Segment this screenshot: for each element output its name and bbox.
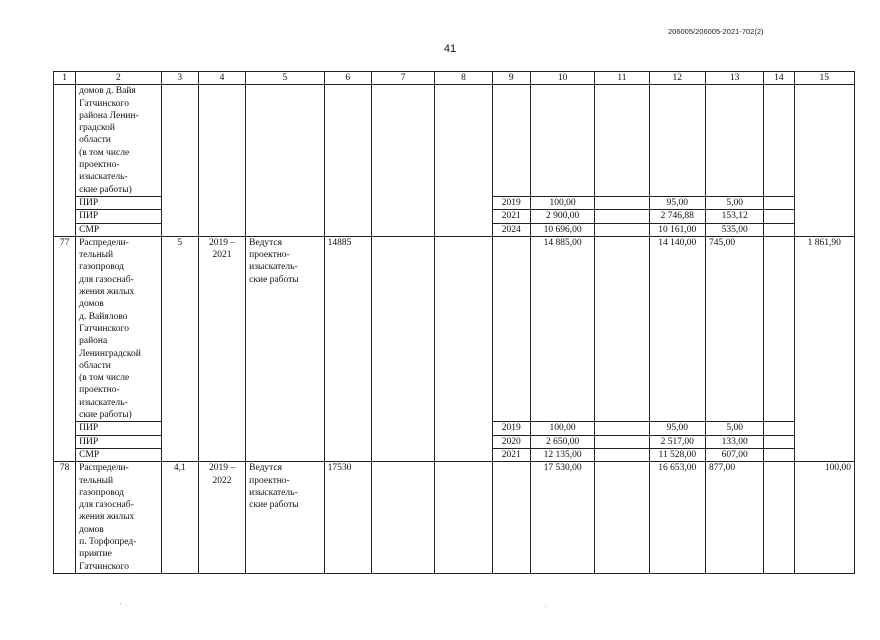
column-header: 15	[794, 72, 855, 85]
stage-total: 100,00	[530, 422, 594, 435]
cell	[595, 196, 649, 209]
scan-speck	[120, 603, 121, 604]
stage-type: ПИР	[76, 435, 162, 448]
stage-col13: 133,00	[705, 435, 763, 448]
stage-type: ПИР	[76, 196, 162, 209]
investment-program-table	[53, 71, 855, 574]
col13-value: 877,00	[705, 462, 763, 574]
stage-col12: 95,00	[649, 196, 705, 209]
cell	[705, 85, 763, 197]
table-row	[54, 236, 855, 421]
column-header: 5	[246, 72, 324, 85]
stage-type: ПИР	[76, 210, 162, 223]
column-header: 7	[371, 72, 434, 85]
cost-value: 14885	[324, 236, 371, 461]
column-header: 2	[76, 72, 162, 85]
cell	[492, 236, 530, 421]
stage-total: 12 135,00	[530, 448, 594, 461]
col15-value: 1 861,90	[794, 236, 855, 461]
stage-year: 2021	[492, 210, 530, 223]
stage-col13: 535,00	[705, 223, 763, 236]
stage-type: СМР	[76, 448, 162, 461]
cell	[595, 223, 649, 236]
column-header: 14	[764, 72, 794, 85]
stage-col12: 2 517,00	[649, 435, 705, 448]
cell	[595, 422, 649, 435]
cell	[371, 236, 434, 461]
stage-year: 2020	[492, 435, 530, 448]
row-number: 78	[54, 462, 76, 574]
column-header: 3	[161, 72, 198, 85]
cell	[764, 223, 794, 236]
document-reference: 206005/206005-2021-702(2)	[668, 27, 764, 36]
stage-year: 2019	[492, 422, 530, 435]
cell	[435, 85, 492, 237]
length-value: 5	[161, 236, 198, 461]
col12-value: 14 140,00	[649, 236, 705, 421]
stage-total: 2 650,00	[530, 435, 594, 448]
cost-value: 17530	[324, 462, 371, 574]
total-value: 17 530,00	[530, 462, 594, 574]
cell	[649, 85, 705, 197]
stage-type: СМР	[76, 223, 162, 236]
cell	[371, 462, 434, 574]
cell	[764, 422, 794, 435]
stage-col13: 5,00	[705, 422, 763, 435]
cell	[595, 236, 649, 421]
cell	[764, 85, 794, 197]
stage-total: 10 696,00	[530, 223, 594, 236]
stage-year: 2021	[492, 448, 530, 461]
column-number-header	[54, 72, 855, 85]
cell	[492, 462, 530, 574]
cell-num	[54, 85, 76, 237]
stage-year: 2019	[492, 196, 530, 209]
column-header: 8	[435, 72, 492, 85]
stage-col12: 10 161,00	[649, 223, 705, 236]
col13-value: 745,00	[705, 236, 763, 421]
cell	[198, 85, 245, 237]
length-value: 4,1	[161, 462, 198, 574]
object-name: домов д. Вайя Гатчинского района Ленин- градской области (в том числе проектно- изыскатель- ские работы)	[76, 85, 162, 197]
cell	[764, 196, 794, 209]
cell	[435, 236, 492, 461]
column-header: 6	[324, 72, 371, 85]
col12-value: 16 653,00	[649, 462, 705, 574]
period-value: 2019 – 2022	[198, 462, 245, 574]
cell	[595, 448, 649, 461]
stage-col12: 2 746,88	[649, 210, 705, 223]
cell	[764, 462, 794, 574]
stage-col13: 607,00	[705, 448, 763, 461]
cell	[794, 85, 855, 237]
cell	[595, 85, 649, 197]
column-header: 10	[530, 72, 594, 85]
cell	[595, 210, 649, 223]
cell	[492, 85, 530, 197]
cell	[530, 85, 594, 197]
cell	[246, 85, 324, 237]
scan-speck	[545, 606, 546, 607]
cell	[764, 236, 794, 421]
cell	[435, 462, 492, 574]
column-header: 13	[705, 72, 763, 85]
column-header: 9	[492, 72, 530, 85]
cell	[764, 448, 794, 461]
row-number: 77	[54, 236, 76, 461]
stage-col12: 11 528,00	[649, 448, 705, 461]
status-text: Ведутся проектно- изыскатель- ские работы	[246, 236, 324, 461]
table-row	[54, 85, 855, 197]
object-name: Распредели- тельный газопровод для газоснаб- жения жилых домов д. Вайялово Гатчинского района Ленинградской области (в том числе проектно- изыскатель- ские работы)	[76, 236, 162, 421]
stage-total: 100,00	[530, 196, 594, 209]
cell	[764, 210, 794, 223]
total-value: 14 885,00	[530, 236, 594, 421]
cell	[595, 462, 649, 574]
status-text: Ведутся проектно- изыскатель- ские работы	[246, 462, 324, 574]
stage-total: 2 900,00	[530, 210, 594, 223]
stage-col12: 95,00	[649, 422, 705, 435]
stage-col13: 5,00	[705, 196, 763, 209]
cell	[371, 85, 434, 237]
cell	[764, 435, 794, 448]
stage-col13: 153,12	[705, 210, 763, 223]
page-number: 41	[443, 43, 457, 55]
column-header: 12	[649, 72, 705, 85]
table-row	[54, 462, 855, 574]
cell	[324, 85, 371, 237]
object-name: Распредели- тельный газопровод для газоснаб- жения жилых домов п. Торфопред- приятие Гатчинского	[76, 462, 162, 574]
column-header: 4	[198, 72, 245, 85]
stage-year: 2024	[492, 223, 530, 236]
stage-type: ПИР	[76, 422, 162, 435]
col15-value: 100,00	[794, 462, 855, 574]
period-value: 2019 – 2021	[198, 236, 245, 461]
column-header: 11	[595, 72, 649, 85]
cell	[161, 85, 198, 237]
column-header: 1	[54, 72, 76, 85]
cell	[595, 435, 649, 448]
